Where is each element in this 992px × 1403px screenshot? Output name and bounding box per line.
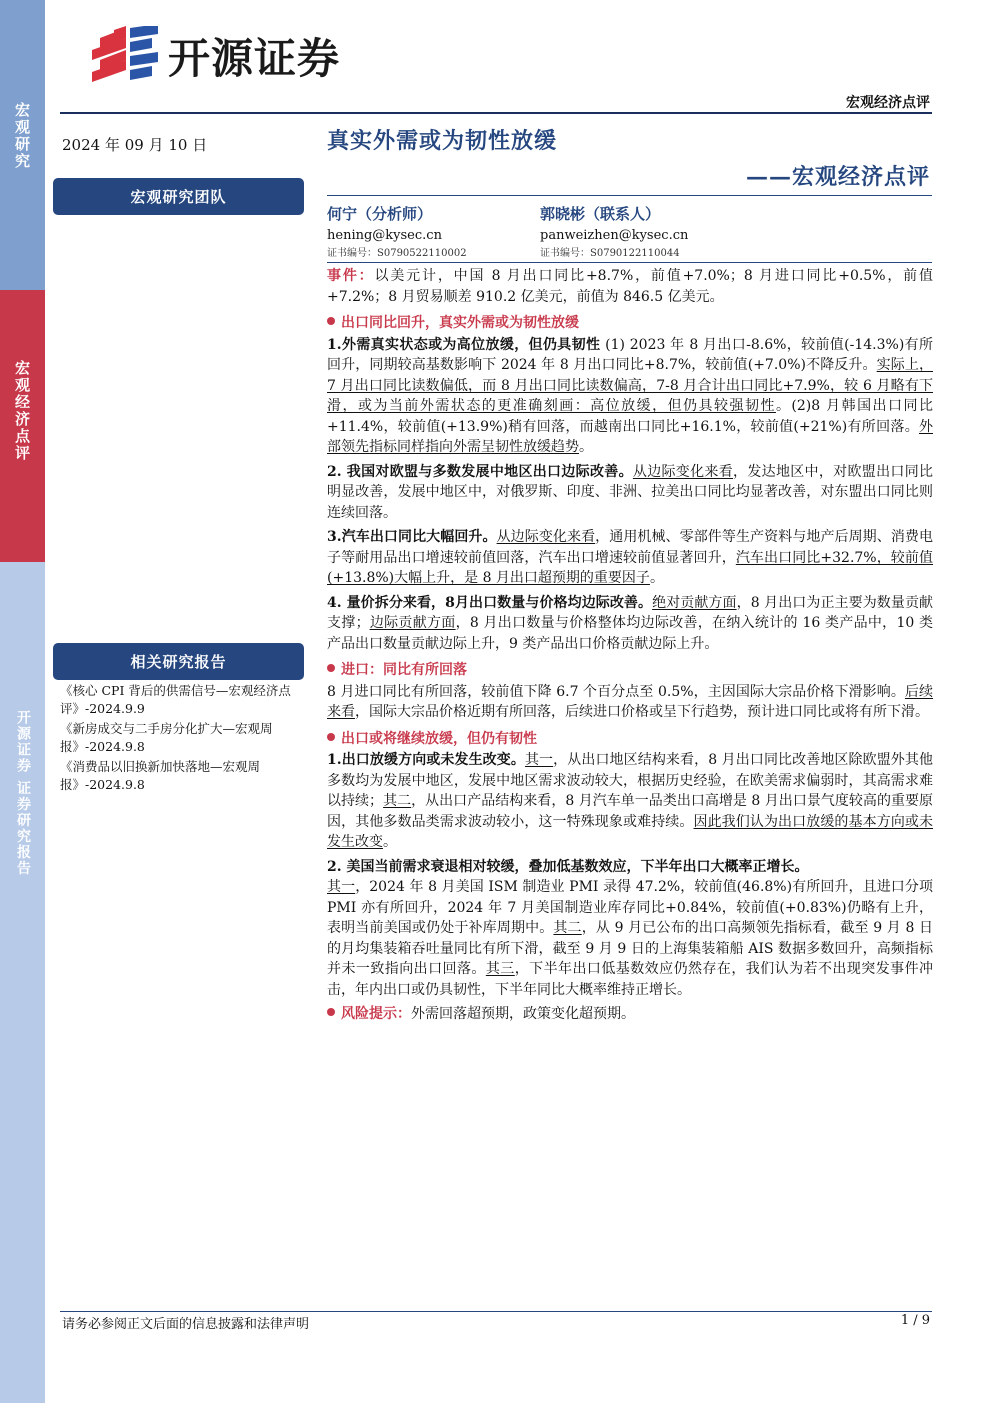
section-heading: 出口同比回升，真实外需或为韧性放缓 xyxy=(327,313,933,334)
side-strip-text-2: 宏观经济点评 xyxy=(13,360,31,462)
report-body xyxy=(327,266,933,1029)
bullet-icon xyxy=(327,733,335,741)
brand-name: 开源证券 xyxy=(168,34,341,83)
event-paragraph xyxy=(327,266,933,307)
related-reports-list xyxy=(60,682,304,796)
event-label: 事件： xyxy=(327,268,375,284)
paragraph: 4. 量价拆分来看，8月出口数量与价格均边际改善。绝对贡献方面，8 月出口为正主要为数量贡献支撑；边际贡献方面，8 月出口数量与价格整体均边际改善，在纳入统计的 16 类产品中，10 类产品出口数量贡献边际上升，9 类产品出口价格贡献边际上升。 xyxy=(327,594,934,652)
section-heading: 出口或将继续放缓，但仍有韧性 xyxy=(327,729,933,750)
paragraph: 2. 美国当前需求衰退相对较缓，叠加低基数效应，下半年出口大概率正增长。 其一，2024 年 8 月美国 ISM 制造业 PMI 录得 47.2%，较前值(46.8%)有所回升，且进口分项 PMI 亦有所回升，2024 年 7 月美国制造业库存同比+0.84%，较前值(+0.83%)仍略有上升，表明当前美国或仍处于补库周期中。其二，从 9 月已公布的出口高频领先指标看，截至 9 月 8 日的月均集装箱吞吐量同比有所下滑，截至 9 月 9 日的上海集装箱船 AIS 数据多数回升，高频指标并未一致指向出口回落。其三，下半年出口低基数效应仍然存在，我们认为若不出现突发事件冲击，年内出口或仍具韧性，下半年同比大概率维持正增长。 xyxy=(327,858,934,998)
author-cert: 证书编号：S0790522110002 xyxy=(327,248,467,259)
report-title: 真实外需或为韧性放缓 xyxy=(327,128,558,154)
related-reports-header: 相关研究报告 xyxy=(53,643,304,680)
page-number: 1 / 9 xyxy=(900,1313,930,1328)
report-type-tag: 宏观经济点评 xyxy=(846,95,930,111)
related-report-item[interactable]: 《消费品以旧换新加快落地—宏观周报》-2024.9.8 xyxy=(60,759,261,792)
paragraph: 8 月进口同比有所回落，较前值下降 6.7 个百分点至 0.5%，主因国际大宗品价格下滑影响。后续来看，国际大宗品价格近期有所回落，后续进口价格或呈下行趋势，预计进口同比或将有所下滑。 xyxy=(327,683,934,720)
risk-paragraph: 风险提示：外需回落超预期，政策变化超预期。 xyxy=(327,1004,933,1025)
footer-rule xyxy=(60,1311,932,1312)
author-email[interactable]: panweizhen@kysec.cn xyxy=(540,228,689,243)
brand-logo-icon xyxy=(86,26,160,86)
side-strip-text-1: 宏观研究 xyxy=(13,102,31,170)
header-rule xyxy=(60,112,932,114)
author-name: 郭晓彬（联系人） xyxy=(540,205,661,223)
author-name: 何宁（分析师） xyxy=(327,205,433,223)
related-report-item[interactable]: 《核心 CPI 背后的供需信号—宏观经济点评》-2024.9.9 xyxy=(60,683,291,716)
author-cert: 证书编号：S0790122110044 xyxy=(540,248,680,259)
bullet-icon xyxy=(327,664,335,672)
bullet-icon xyxy=(327,317,335,325)
team-header: 宏观研究团队 xyxy=(53,178,304,215)
event-text: 以美元计，中国 8 月出口同比+8.7%，前值+7.0%；8 月进口同比+0.5%，前值+7.2%；8 月贸易顺差 910.2 亿美元，前值为 846.5 亿美元。 xyxy=(327,268,934,305)
bullet-icon xyxy=(327,1008,335,1016)
section-heading: 进口：同比有所回落 xyxy=(327,660,933,681)
brand-logo xyxy=(86,26,340,86)
paragraph: 3.汽车出口同比大幅回升。从边际变化来看，通用机械、零部件等生产资料与地产后周期、消费电子等耐用品出口增速较前值回落，汽车出口增速较前值显著回升，汽车出口同比+32.7%，较前值(+13.8%)大幅上升，是 8 月出口超预期的重要因子。 xyxy=(327,529,934,586)
author-rule xyxy=(327,262,932,263)
side-strip-macro-research xyxy=(0,0,45,290)
author-card xyxy=(327,203,467,259)
side-strip-report xyxy=(0,562,45,1403)
report-date: 2024 年 09 月 10 日 xyxy=(62,136,208,154)
paragraph: 1.出口放缓方向或未发生改变。其一，从出口地区结构来看，8 月出口同比改善地区除欧盟外其他多数均为发展中地区，发展中地区需求波动较大，根据历史经验，在欧美需求偏弱时，其高需求难以持续；其二，从出口产品结构来看，8 月汽车单一品类出口高增是 8 月出口景气度较高的重要原因，其他多数品类需求波动较小，这一特殊现象或难持续。因此我们认为出口放缓的基本方向或未发生改变。 xyxy=(327,752,934,850)
side-strip xyxy=(0,0,45,1403)
paragraph: 1.外需真实状态或为高位放缓，但仍具韧性 (1) 2023 年 8 月出口-8.6%，较前值(-14.3%)有所回升，同期较高基数影响下 2024 年 8 月出口同比+8.7%，较前值(+7.0%)不降反升。实际上，7 月出口同比读数偏低，而 8 月出口同比读数偏高，7-8 月合计出口同比+7.9%，较 6 月略有下滑，或为当前外需状态的更准确刻画：高位放缓，但仍具较强韧性。(2)8 月韩国出口同比+11.4%，较前值(+13.9%)稍有回落，而越南出口同比+16.1%，较前值(+21%)有所回落。外部领先指标同样指向外需呈韧性放缓趋势。 xyxy=(327,336,934,455)
side-strip-macro-review xyxy=(0,290,45,562)
side-strip-text-3: 开源证券 证券研究报告 xyxy=(15,710,31,877)
related-report-item[interactable]: 《新房成交与二手房分化扩大—宏观周报》-2024.9.8 xyxy=(60,721,273,754)
author-card xyxy=(540,203,688,259)
paragraph: 2. 我国对欧盟与多数发展中地区出口边际改善。从边际变化来看，发达地区中，对欧盟出口同比明显改善，发展中地区中，对俄罗斯、印度、非洲、拉美出口同比均显著改善，对东盟出口同比则连续回落。 xyxy=(327,463,933,521)
title-rule xyxy=(327,195,932,196)
author-email[interactable]: hening@kysec.cn xyxy=(327,228,442,243)
footer-disclaimer: 请务必参阅正文后面的信息披露和法律声明 xyxy=(62,1317,310,1332)
report-subtitle: ——宏观经济点评 xyxy=(745,164,930,190)
